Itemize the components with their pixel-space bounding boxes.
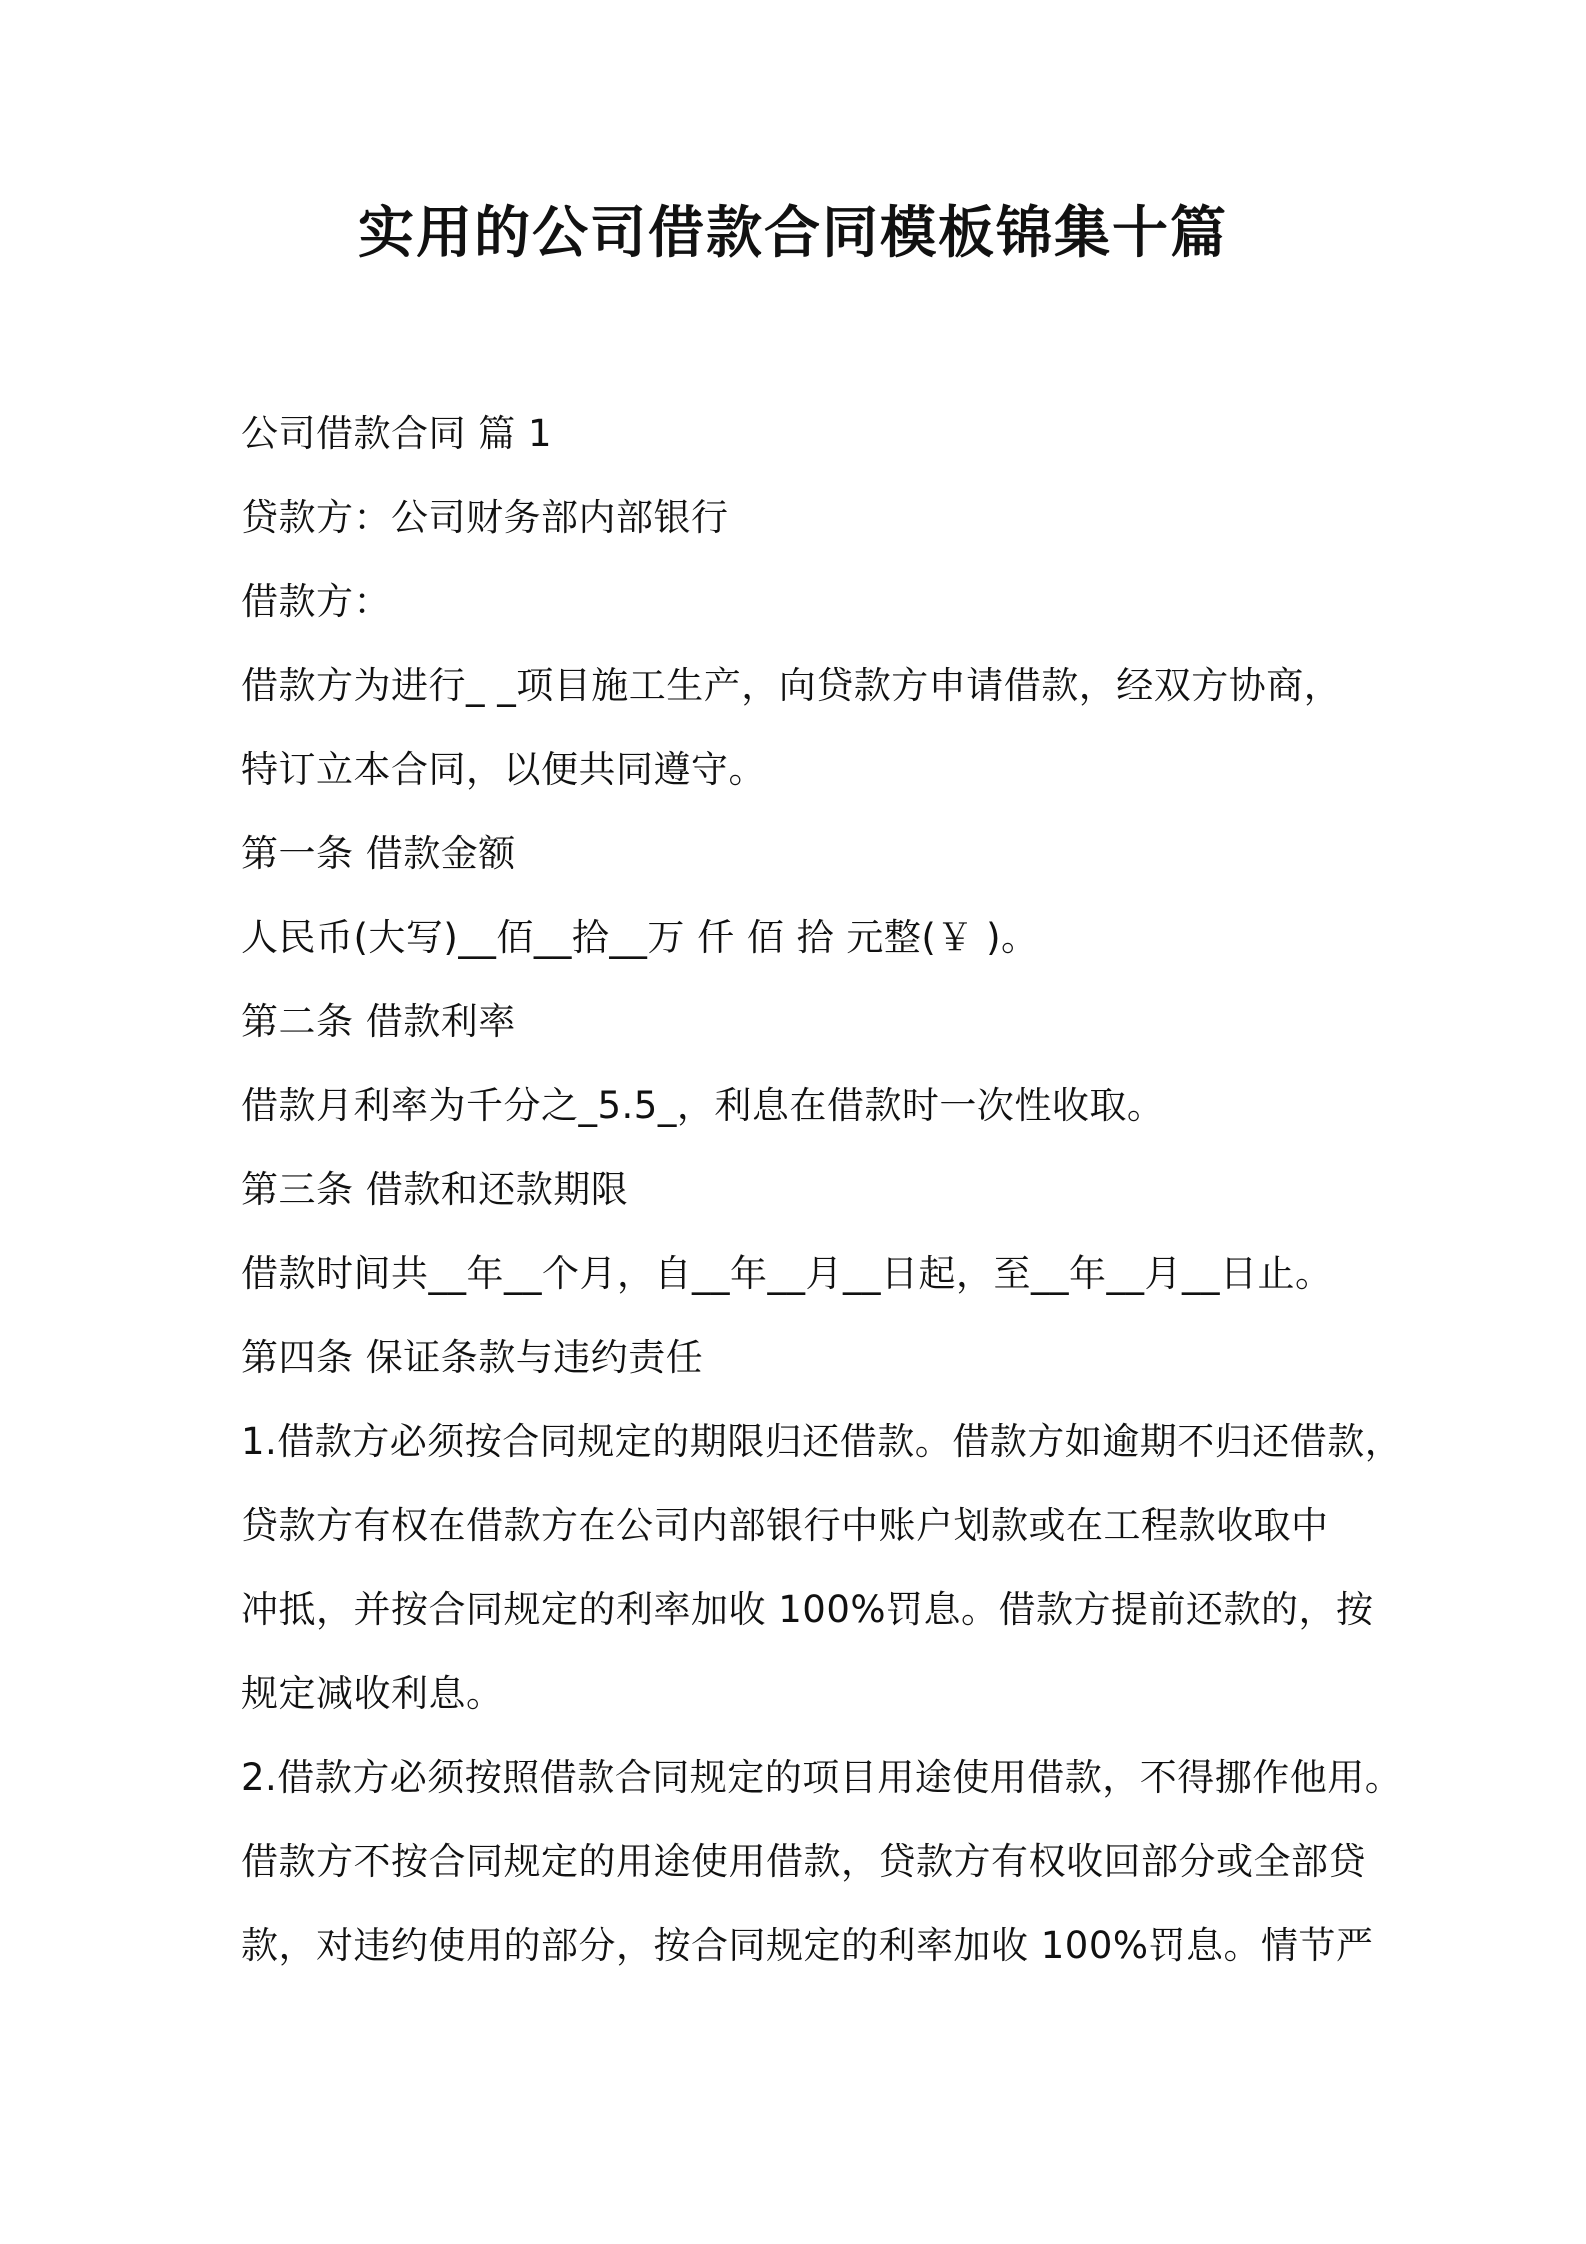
paragraph-line: 借款月利率为千分之_5.5_，利息在借款时一次性收取。 [241, 1084, 1165, 1127]
paragraph-line: 款，对违约使用的部分，按合同规定的利率加收 100%罚息。情节严 [241, 1924, 1374, 1967]
paragraph-line: 特订立本合同，以便共同遵守。 [241, 748, 766, 791]
paragraph-line: 1.借款方必须按合同规定的期限归还借款。借款方如逾期不归还借款， [241, 1420, 1403, 1463]
section-heading: 公司借款合同 篇 1 [241, 412, 553, 455]
article-heading: 第三条 借款和还款期限 [241, 1168, 629, 1211]
paragraph-line: 借款方不按合同规定的用途使用借款，贷款方有权收回部分或全部贷 [241, 1840, 1366, 1883]
article-heading: 第四条 保证条款与违约责任 [241, 1336, 704, 1379]
paragraph-line: 贷款方有权在借款方在公司内部银行中账户划款或在工程款收取中 [241, 1504, 1329, 1547]
document-title: 实用的公司借款合同模板锦集十篇 [358, 201, 1228, 266]
paragraph-line: 2.借款方必须按照借款合同规定的项目用途使用借款，不得挪作他用。 [241, 1756, 1403, 1799]
lender-line: 贷款方：公司财务部内部银行 [241, 496, 729, 539]
paragraph-line: 冲抵，并按合同规定的利率加收 100%罚息。借款方提前还款的，按 [241, 1588, 1374, 1631]
paragraph-line: 借款时间共__年__个月，自__年__月__日起，至__年__月__日止。 [241, 1252, 1333, 1295]
paragraph-line: 规定减收利息。 [241, 1672, 504, 1715]
article-heading: 第二条 借款利率 [241, 1000, 516, 1043]
paragraph-line: 人民币(大写)__佰__拾__万 仟 佰 拾 元整(￥ )。 [241, 916, 1039, 959]
borrower-line: 借款方： [241, 580, 391, 623]
article-heading: 第一条 借款金额 [241, 832, 516, 875]
paragraph-line: 借款方为进行_ _项目施工生产，向贷款方申请借款，经双方协商， [241, 664, 1342, 707]
